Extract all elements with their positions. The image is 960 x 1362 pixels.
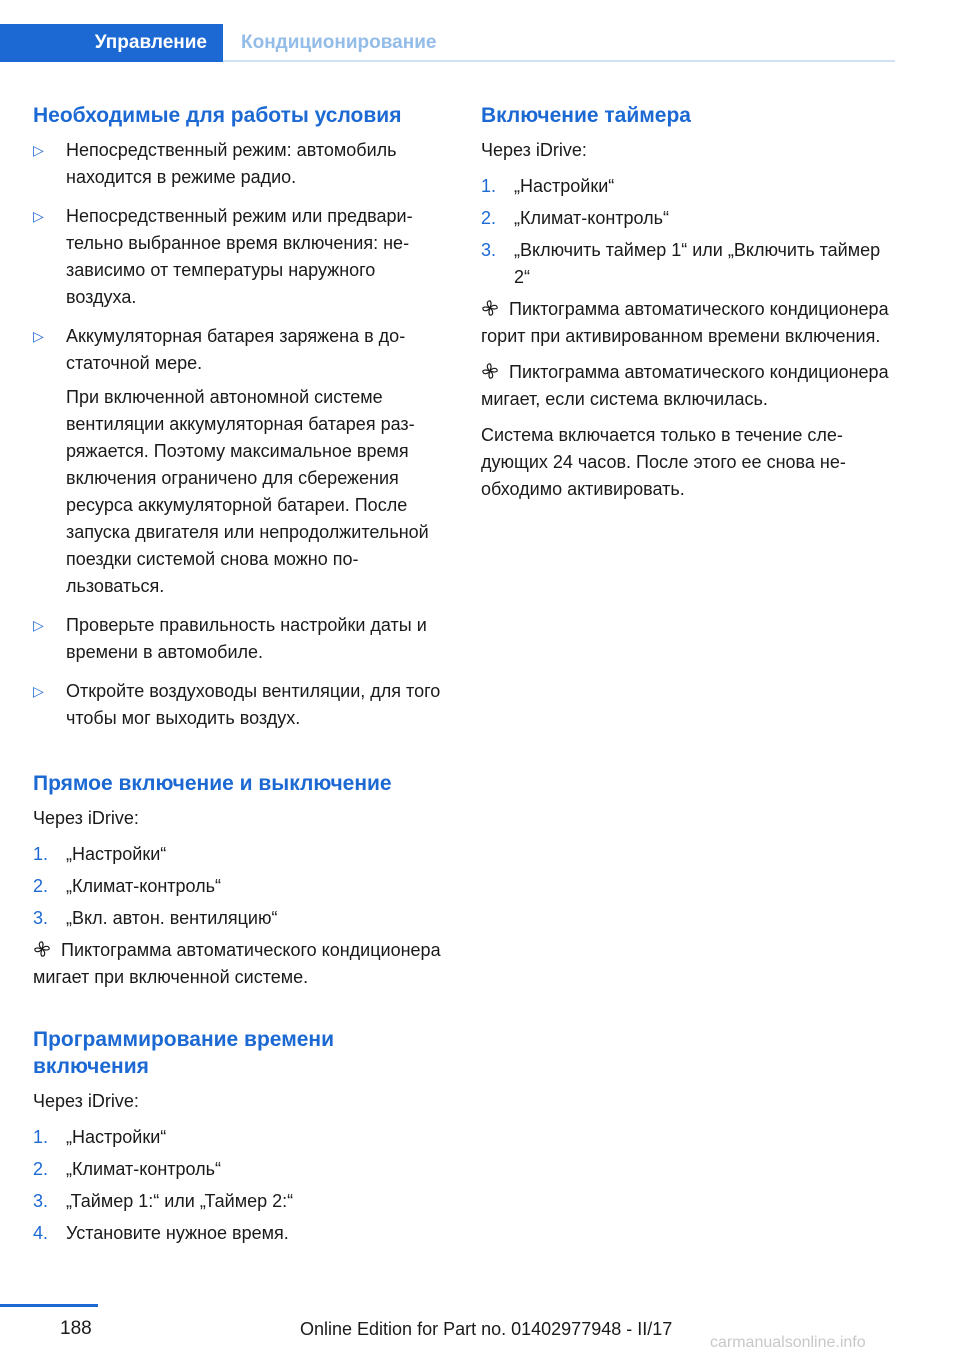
- note-text: Пиктограмма автоматического кондиционера горит при активированном времени включения.: [481, 299, 889, 346]
- edition-text: Online Edition for Part no. 01402977948 - II/17: [300, 1319, 673, 1339]
- list-item: 3. „Включить таймер 1“ или „Включить таймер 2“: [481, 240, 881, 287]
- triangle-bullet-icon: ▷: [33, 683, 44, 699]
- section-title-direct-switch: Прямое включение и выключение: [33, 772, 392, 795]
- programming-steps-list: [33, 1124, 448, 1247]
- battery-note: При включенной автономной системе вентиляции аккумуляторная батарея разряжается. Поэтому максимальное время включения ограничено для сбережения ресурса аккумуляторной батареи. После запуска двигателя или непродолжительной поездки системой снова можно пользоваться.: [66, 387, 429, 596]
- triangle-bullet-icon: ▷: [33, 617, 44, 633]
- list-item: 4. Установите нужное время.: [33, 1223, 289, 1243]
- triangle-bullet-icon: ▷: [33, 142, 44, 158]
- footer-rule: [0, 1304, 98, 1307]
- tab-air-conditioning[interactable]: Кондиционирование: [241, 32, 437, 53]
- direct-steps-list: [33, 841, 448, 932]
- section-title-timer: Включение таймера: [481, 104, 691, 127]
- watermark: carmanualsonline.info: [710, 1334, 866, 1351]
- list-item: ▷ Непосредственный режим или предварительно выбранное время включения: независимо от температуры наружного воздуха.: [33, 203, 448, 311]
- triangle-bullet-icon: ▷: [33, 208, 44, 224]
- note-text: Пиктограмма автоматического кондиционера мигает при включенной системе.: [33, 940, 441, 987]
- section-title-requirements: Необходимые для работы условия: [33, 104, 402, 127]
- list-item: 2. „Климат-контроль“: [33, 1159, 222, 1179]
- left-column: [33, 102, 448, 1252]
- list-item: ▷ Непосредственный режим: автомобиль находится в режиме радио.: [33, 137, 448, 191]
- list-item: ▷ Откройте воздуховоды вентиляции, для того чтобы мог выходить воздух.: [33, 678, 448, 732]
- list-item: ▷ Проверьте правильность настройки даты и времени в автомобиле.: [33, 612, 448, 666]
- list-item: ▷ Аккумуляторная батарея заряжена в достаточной мере. При включенной автономной системе вентиляции аккумуляторная батарея разряжается. Поэтому максимальное время включения ограничено для сбережения ресурса аккумуляторной батареи. После запуска двигателя или непродолжительной поездки системой снова можно пользоваться.: [33, 323, 448, 600]
- fan-icon: [481, 299, 499, 317]
- requirements-list: [33, 137, 448, 732]
- list-item: 1. „Настройки“: [33, 844, 167, 864]
- list-item: 3. „Вкл. автон. вентиляцию“: [33, 908, 278, 928]
- note-text: Пиктограмма автоматического кондиционера мигает, если система включилась.: [481, 362, 889, 409]
- intro-text: Через iDrive:: [33, 1091, 139, 1111]
- intro-text: Через iDrive:: [33, 808, 139, 828]
- list-item: 1. „Настройки“: [33, 1127, 167, 1147]
- fan-icon: [33, 940, 51, 958]
- triangle-bullet-icon: ▷: [33, 328, 44, 344]
- list-item: 2. „Климат-контроль“: [481, 208, 670, 228]
- fan-icon: [481, 362, 499, 380]
- intro-text: Через iDrive:: [481, 140, 587, 160]
- list-item: 2. „Климат-контроль“: [33, 876, 222, 896]
- tab-control[interactable]: Управление: [0, 24, 223, 62]
- section-title-programming: Программирование времени включения: [33, 1028, 335, 1078]
- right-column: [481, 102, 891, 512]
- list-item: 1. „Настройки“: [481, 176, 615, 196]
- timer-steps-list: [481, 173, 891, 291]
- paragraph: Система включается только в течение следующих 24 часов. После этого ее снова необходимо активировать.: [481, 425, 846, 499]
- list-item: 3. „Таймер 1:“ или „Таймер 2:“: [33, 1191, 294, 1211]
- page-number: 188: [60, 1318, 92, 1339]
